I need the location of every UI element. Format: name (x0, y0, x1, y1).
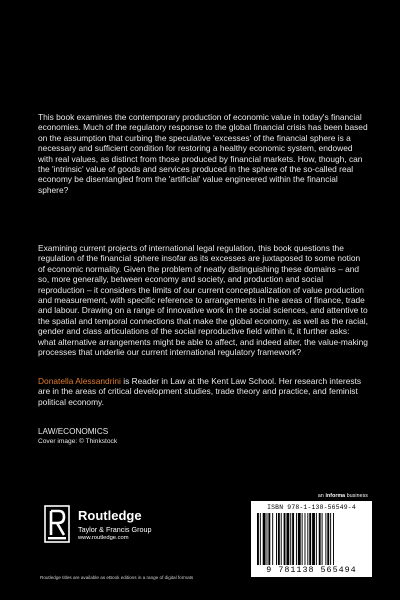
informa-imprint (318, 493, 368, 499)
ebook-availability-note: Routledge titles are available as eBook editions in a range of digital formats (40, 575, 194, 580)
isbn-label: ISBN 978-1-138-56549-4 (267, 504, 356, 511)
barcode-icon (257, 513, 366, 565)
cover-image-credit: Cover image: © Thinkstock (38, 438, 118, 445)
author-bio-paragraph (38, 376, 368, 407)
imprint-brand: informa (325, 493, 346, 499)
publisher-url: www.routledge.com (78, 535, 129, 541)
publisher-group: Taylor & Francis Group (78, 525, 152, 534)
publisher-name: Routledge (78, 508, 142, 523)
subject-category: LAW/ECONOMICS (38, 427, 109, 436)
barcode-number: 9 781138 565494 (266, 565, 357, 575)
imprint-prefix: an (317, 493, 326, 499)
author-name: Donatella Alessandrini (38, 376, 121, 386)
description-paragraph-2: Examining current projects of international legal regulation, this book questions the regulation of the financial sphere insofar as its excesses are juxtaposed to some notion of economic normality. Given the problem of neatly distinguishing these domains – and so, more generally, between economy and society, and production and social reproduction – it considers the limits of our current conceptualization of value production and measurement, with specific reference to arrangements in the areas of finance, trade and labour. Drawing on a range of innovative work in the social sciences, and attentive to the spatial and temporal connections that make the global economy, as well as the racial, gender and class articulations of the social reproductive field within it, it further asks: what alternative arrangements might be able to affect, and indeed alter, the value-making processes that underlie our current international regulatory framework? (38, 243, 368, 358)
author-bio-text: is Reader in Law at the Kent Law School. Her research interests are in the areas of critical development studies, trade theory and practice, and feminist political economy. (38, 376, 362, 407)
imprint-suffix: business (345, 493, 368, 499)
barcode-panel (251, 501, 372, 577)
routledge-logo-icon (44, 505, 70, 543)
description-paragraph-1: This book examines the contemporary production of economic value in today's financial economies. Much of the regulatory response to the global financial crisis has been based on the assumption that curbing the speculative 'excesses' of the financial sphere is a necessary and sufficient condition for restoring a healthy economic system, endowed with real values, as distinct from those produced by financial markets. How, though, can the 'intrinsic' value of goods and services produced in the sphere of the so-called real economy be disentangled from the 'artificial' value engineered within the financial sphere? (38, 112, 368, 195)
